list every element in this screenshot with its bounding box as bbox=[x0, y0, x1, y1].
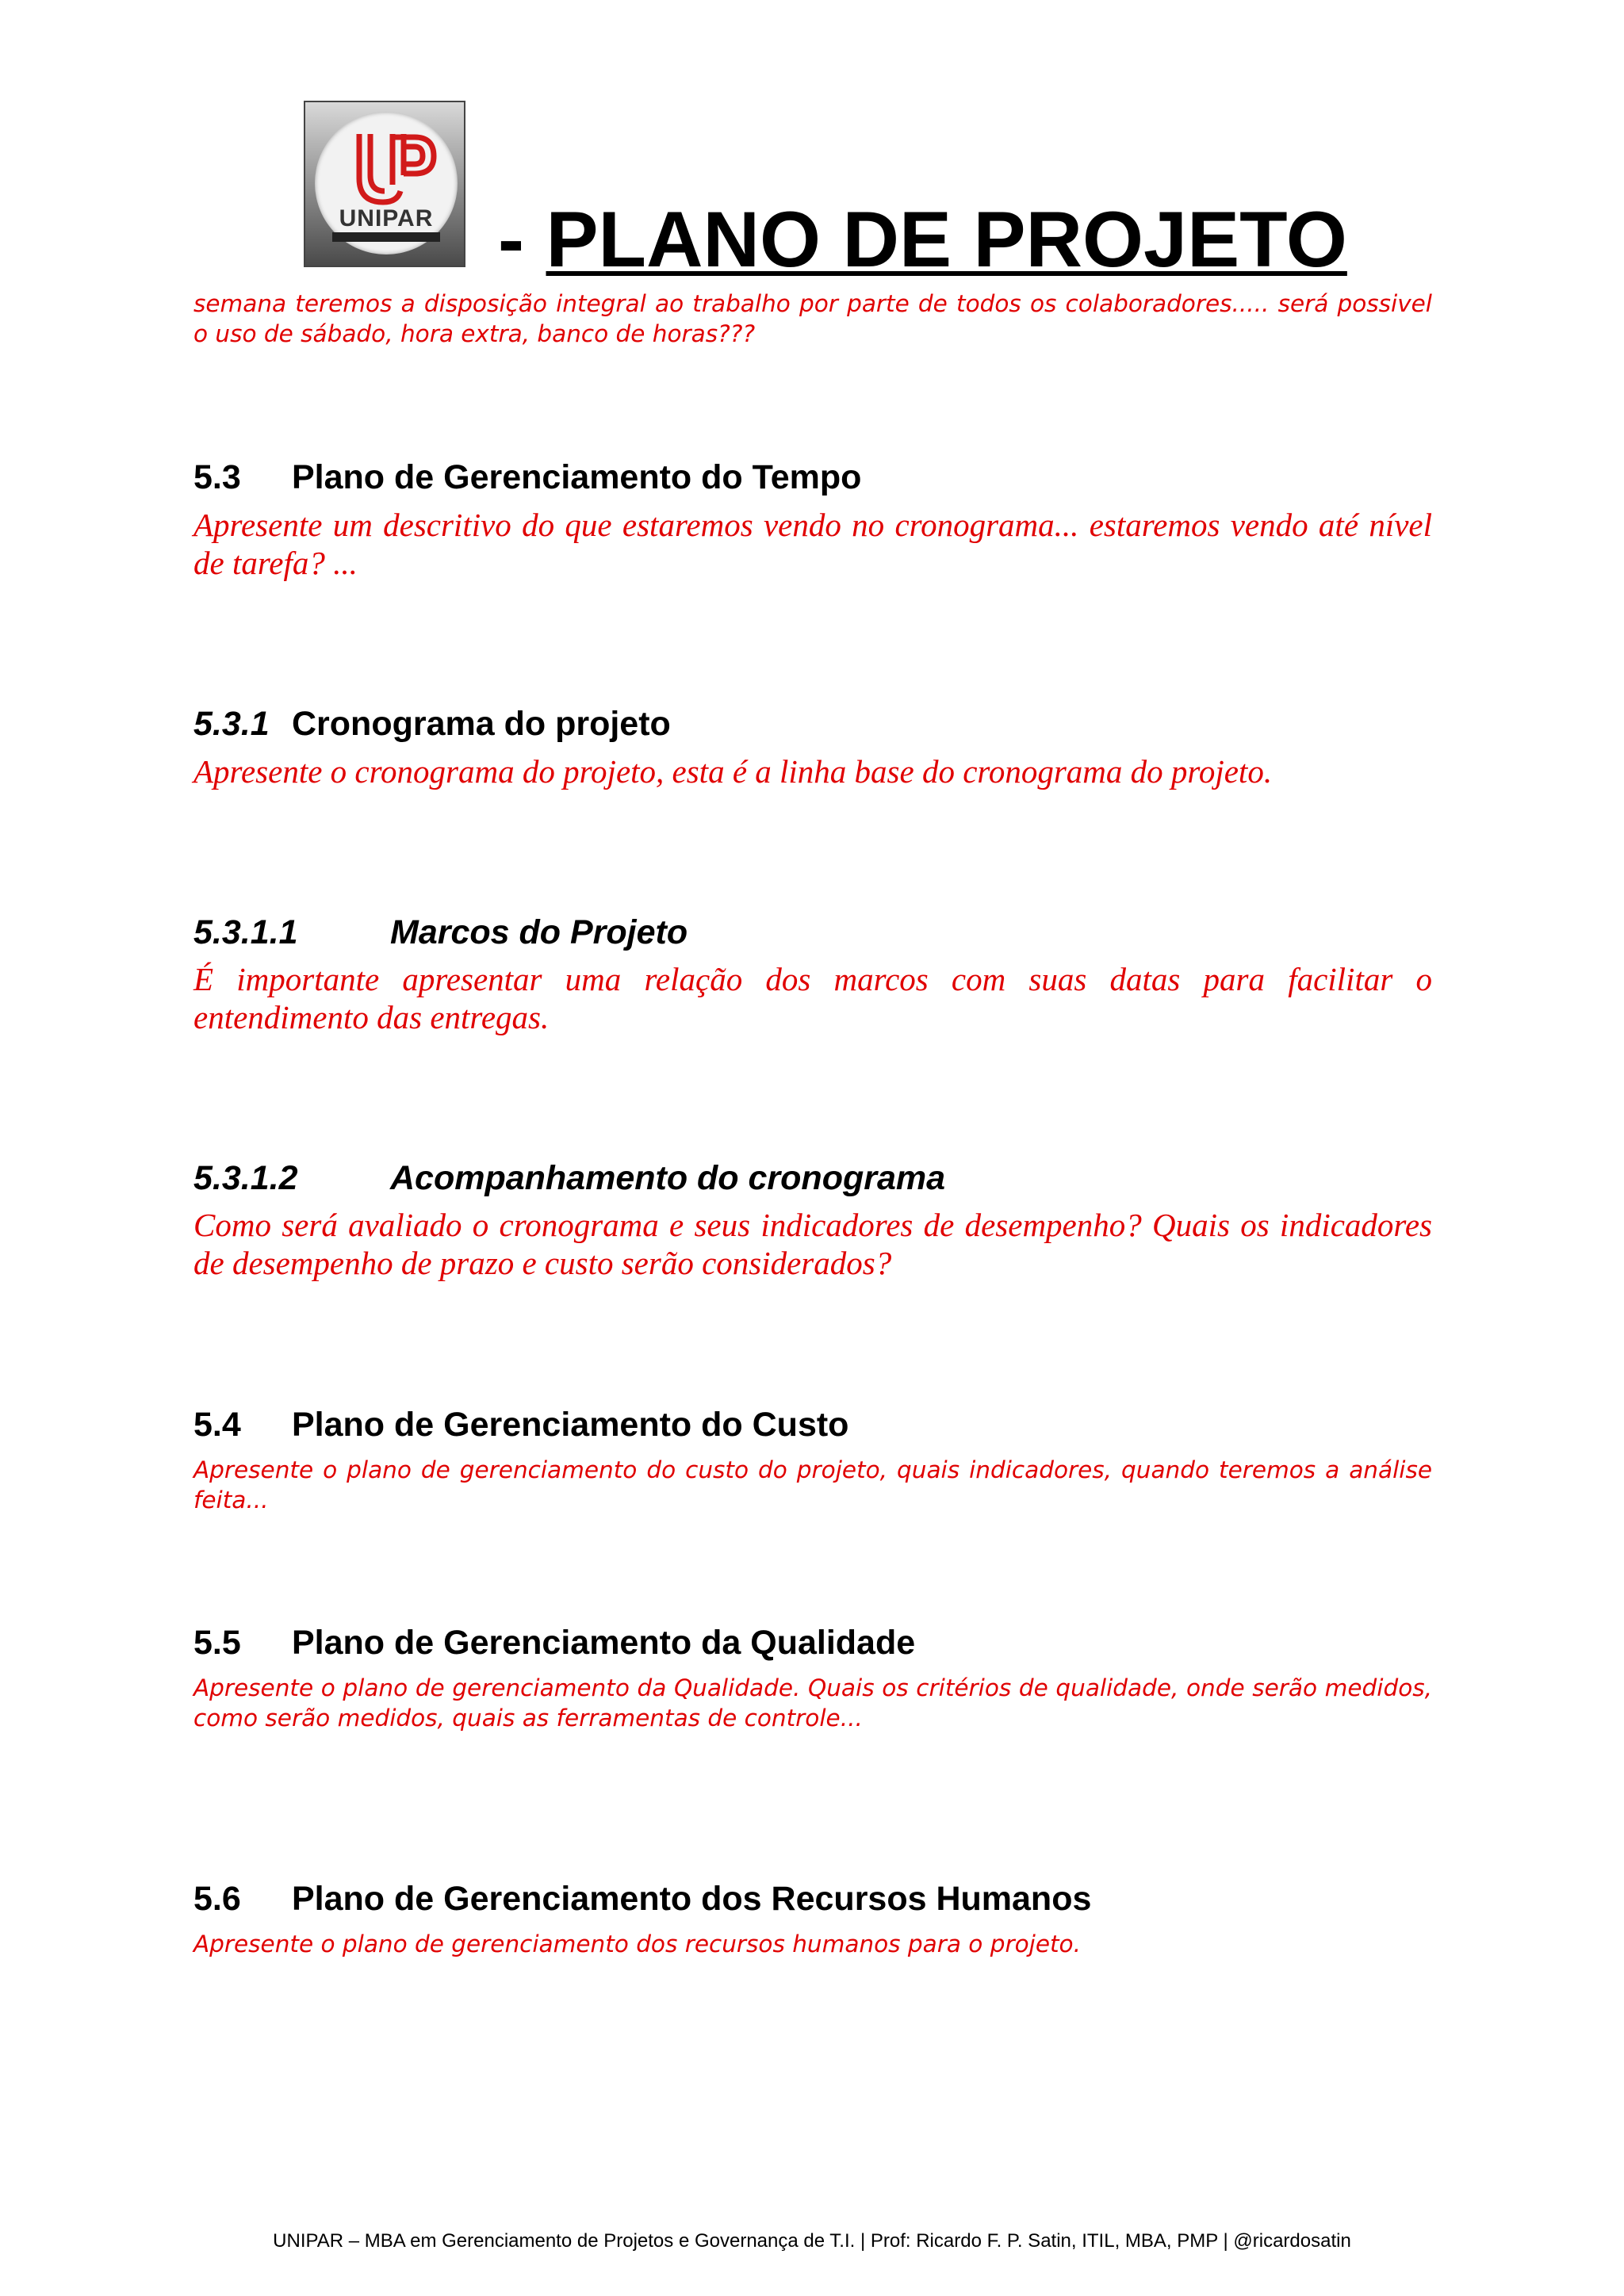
section-number: 5.3.1.1 bbox=[193, 913, 298, 951]
section-number: 5.3 bbox=[193, 458, 241, 496]
section-heading-5-3-1-2 bbox=[193, 1158, 945, 1198]
section-text-5-5: Apresente o plano de gerenciamento da Qualidade. Quais os critérios de qualidade, onde serão medidos, como serão medidos, quais as ferramentas de controle... bbox=[193, 1674, 1432, 1732]
section-number: 5.3.1.2 bbox=[193, 1159, 298, 1197]
section-heading-5-5 bbox=[193, 1623, 915, 1663]
section-title: Marcos do Projeto bbox=[390, 913, 688, 951]
logo-circle bbox=[315, 112, 458, 254]
section-text-5-3-1-2: Como será avaliado o cronograma e seus indicadores de desempenho? Quais os indicadores de desempenho de prazo e custo serão considerados? bbox=[193, 1207, 1432, 1281]
title-prefix: - bbox=[498, 195, 546, 283]
logo-text: UNIPAR bbox=[339, 205, 434, 232]
logo-underbar bbox=[332, 232, 440, 242]
section-number: 5.3.1 bbox=[193, 705, 270, 743]
section-text-5-6: Apresente o plano de gerenciamento dos recursos humanos para o projeto. bbox=[193, 1931, 1081, 1957]
section-title: Plano de Gerenciamento do Custo bbox=[292, 1406, 849, 1444]
section-heading-5-4 bbox=[193, 1405, 848, 1445]
intro-paragraph: semana teremos a disposição integral ao trabalho por parte de todos os colaboradores..... será possivel o uso de sábado, hora extra, banco de horas??? bbox=[193, 290, 1432, 347]
section-title: Plano de Gerenciamento do Tempo bbox=[292, 458, 862, 496]
section-title: Cronograma do projeto bbox=[292, 705, 671, 743]
section-heading-5-6 bbox=[193, 1879, 1091, 1919]
document-title bbox=[498, 195, 1347, 283]
section-text-5-3: Apresente um descritivo do que estaremos vendo no cronograma... estaremos vendo até nível de tarefa? ... bbox=[193, 507, 1432, 581]
section-heading-5-3-1-1 bbox=[193, 913, 688, 952]
title-text: PLANO DE PROJETO bbox=[546, 195, 1347, 283]
section-title: Plano de Gerenciamento dos Recursos Humanos bbox=[292, 1880, 1092, 1918]
section-text-5-3-1: Apresente o cronograma do projeto, esta é a linha base do cronograma do projeto. bbox=[193, 753, 1273, 790]
section-heading-5-3 bbox=[193, 457, 861, 497]
section-number: 5.6 bbox=[193, 1880, 241, 1918]
unipar-logo bbox=[304, 101, 465, 267]
section-number: 5.4 bbox=[193, 1406, 241, 1444]
section-number: 5.5 bbox=[193, 1624, 241, 1662]
section-text-5-3-1-1: É importante apresentar uma relação dos marcos com suas datas para facilitar o entendimento das entregas. bbox=[193, 961, 1432, 1035]
section-title: Plano de Gerenciamento da Qualidade bbox=[292, 1624, 916, 1662]
section-text-5-4: Apresente o plano de gerenciamento do custo do projeto, quais indicadores, quando teremos a análise feita... bbox=[193, 1456, 1432, 1513]
page-footer: UNIPAR – MBA em Gerenciamento de Projetos e Governança de T.I. | Prof: Ricardo F. P. Satin, ITIL, MBA, PMP | @ricardosatin bbox=[273, 2230, 1351, 2252]
unipar-emblem-icon bbox=[348, 129, 443, 209]
section-title: Acompanhamento do cronograma bbox=[390, 1159, 946, 1197]
section-heading-5-3-1 bbox=[193, 704, 671, 744]
